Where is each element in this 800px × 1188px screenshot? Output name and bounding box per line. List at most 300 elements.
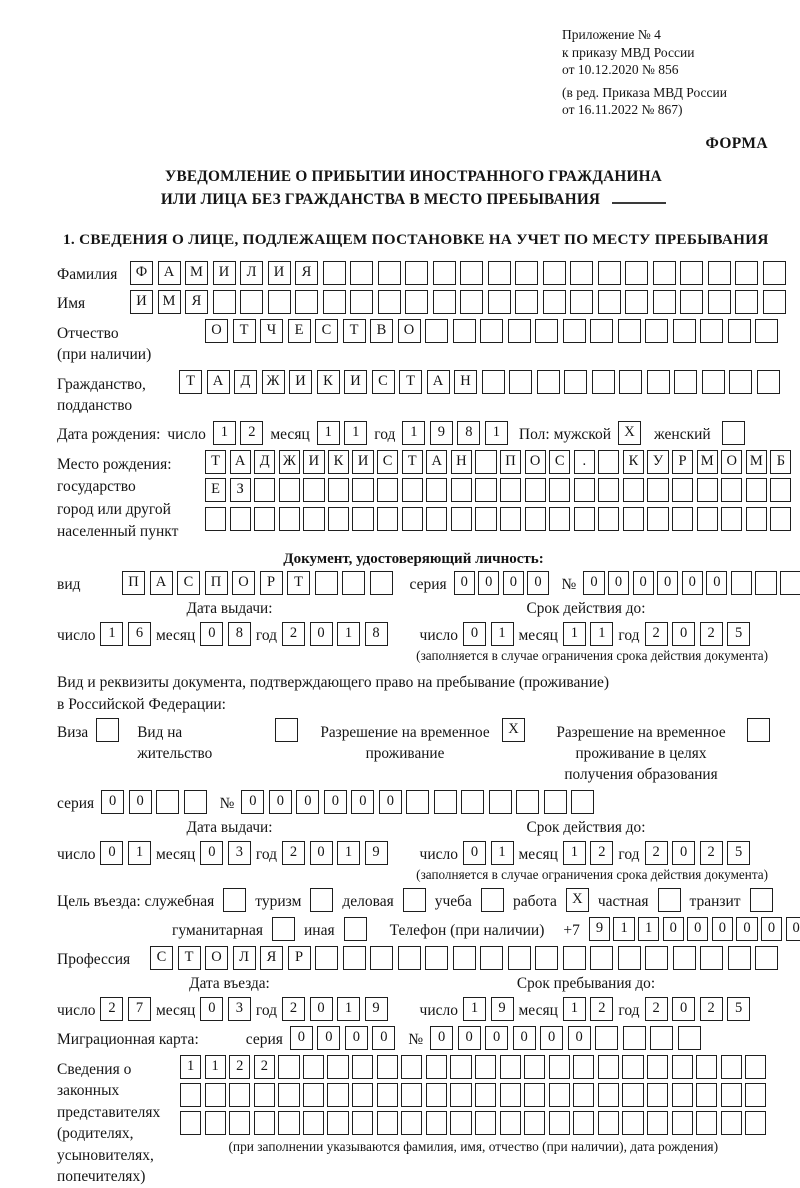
char-cell[interactable]: 0 bbox=[682, 571, 703, 595]
char-cell[interactable] bbox=[489, 790, 512, 814]
char-cell[interactable] bbox=[673, 946, 696, 970]
char-cell[interactable] bbox=[549, 507, 570, 531]
char-cell[interactable] bbox=[623, 507, 644, 531]
title-blank-line[interactable] bbox=[612, 190, 666, 204]
char-cell[interactable]: 1 bbox=[128, 841, 151, 865]
char-cell[interactable]: 0 bbox=[100, 841, 123, 865]
char-cell[interactable]: Т bbox=[399, 370, 422, 394]
char-cell[interactable]: 2 bbox=[240, 421, 263, 445]
char-cell[interactable]: Д bbox=[234, 370, 257, 394]
char-cell[interactable]: Т bbox=[179, 370, 202, 394]
char-cell[interactable] bbox=[618, 319, 641, 343]
char-cell[interactable]: Р bbox=[260, 571, 283, 595]
char-cell[interactable] bbox=[453, 319, 476, 343]
char-cell[interactable]: 0 bbox=[478, 571, 499, 595]
char-cell[interactable]: 0 bbox=[503, 571, 524, 595]
char-cell[interactable] bbox=[350, 290, 373, 314]
char-cell[interactable]: 1 bbox=[638, 917, 659, 941]
char-cell[interactable]: 2 bbox=[282, 841, 305, 865]
char-cell[interactable] bbox=[516, 790, 539, 814]
char-cell[interactable]: 8 bbox=[365, 622, 388, 646]
char-cell[interactable]: И bbox=[352, 450, 373, 474]
char-cell[interactable] bbox=[525, 478, 546, 502]
char-cell[interactable] bbox=[205, 1083, 226, 1107]
char-cell[interactable]: 0 bbox=[241, 790, 264, 814]
char-cell[interactable] bbox=[750, 888, 773, 912]
char-cell[interactable] bbox=[622, 1055, 643, 1079]
char-cell[interactable]: Ж bbox=[262, 370, 285, 394]
char-cell[interactable] bbox=[570, 261, 593, 285]
char-cell[interactable] bbox=[352, 507, 373, 531]
char-cell[interactable] bbox=[352, 478, 373, 502]
char-cell[interactable] bbox=[377, 1055, 398, 1079]
char-cell[interactable] bbox=[653, 261, 676, 285]
char-cell[interactable] bbox=[598, 1055, 619, 1079]
char-cell[interactable] bbox=[747, 718, 770, 742]
char-cell[interactable]: 1 bbox=[317, 421, 340, 445]
char-cell[interactable] bbox=[563, 319, 586, 343]
char-cell[interactable] bbox=[398, 946, 421, 970]
char-cell[interactable]: 0 bbox=[200, 997, 223, 1021]
char-cell[interactable] bbox=[488, 261, 511, 285]
char-cell[interactable] bbox=[598, 507, 619, 531]
char-cell[interactable] bbox=[524, 1083, 545, 1107]
char-cell[interactable]: 8 bbox=[228, 622, 251, 646]
char-cell[interactable] bbox=[598, 450, 619, 474]
char-cell[interactable] bbox=[573, 1083, 594, 1107]
char-cell[interactable] bbox=[573, 1111, 594, 1135]
char-cell[interactable]: 0 bbox=[583, 571, 604, 595]
char-cell[interactable]: О bbox=[205, 946, 228, 970]
char-cell[interactable]: 0 bbox=[379, 790, 402, 814]
char-cell[interactable] bbox=[475, 507, 496, 531]
char-cell[interactable] bbox=[230, 507, 251, 531]
char-cell[interactable]: 1 bbox=[180, 1055, 201, 1079]
char-cell[interactable]: И bbox=[130, 290, 153, 314]
char-cell[interactable] bbox=[537, 370, 560, 394]
char-cell[interactable] bbox=[402, 478, 423, 502]
char-cell[interactable] bbox=[342, 571, 365, 595]
char-cell[interactable] bbox=[425, 946, 448, 970]
char-cell[interactable] bbox=[598, 1111, 619, 1135]
char-cell[interactable] bbox=[475, 478, 496, 502]
char-cell[interactable] bbox=[377, 1111, 398, 1135]
char-cell[interactable]: К bbox=[317, 370, 340, 394]
char-cell[interactable]: А bbox=[427, 370, 450, 394]
char-cell[interactable] bbox=[645, 319, 668, 343]
char-cell[interactable] bbox=[401, 1083, 422, 1107]
char-cell[interactable] bbox=[721, 1083, 742, 1107]
char-cell[interactable] bbox=[647, 1111, 668, 1135]
char-cell[interactable] bbox=[592, 370, 615, 394]
char-cell[interactable]: 0 bbox=[310, 997, 333, 1021]
char-cell[interactable] bbox=[598, 1083, 619, 1107]
char-cell[interactable]: 0 bbox=[200, 622, 223, 646]
char-cell[interactable] bbox=[451, 507, 472, 531]
char-cell[interactable]: 0 bbox=[430, 1026, 453, 1050]
char-cell[interactable] bbox=[729, 370, 752, 394]
char-cell[interactable] bbox=[696, 1055, 717, 1079]
char-cell[interactable]: Ч bbox=[260, 319, 283, 343]
char-cell[interactable] bbox=[378, 290, 401, 314]
char-cell[interactable]: С bbox=[372, 370, 395, 394]
char-cell[interactable] bbox=[563, 946, 586, 970]
char-cell[interactable] bbox=[515, 290, 538, 314]
char-cell[interactable] bbox=[721, 507, 742, 531]
char-cell[interactable]: Я bbox=[260, 946, 283, 970]
char-cell[interactable] bbox=[722, 421, 745, 445]
char-cell[interactable] bbox=[279, 478, 300, 502]
char-cell[interactable] bbox=[543, 290, 566, 314]
char-cell[interactable]: 1 bbox=[563, 622, 586, 646]
char-cell[interactable] bbox=[508, 946, 531, 970]
char-cell[interactable] bbox=[509, 370, 532, 394]
char-cell[interactable]: 2 bbox=[229, 1055, 250, 1079]
char-cell[interactable] bbox=[647, 478, 668, 502]
char-cell[interactable] bbox=[328, 478, 349, 502]
char-cell[interactable]: 0 bbox=[672, 841, 695, 865]
char-cell[interactable] bbox=[315, 571, 338, 595]
char-cell[interactable] bbox=[653, 290, 676, 314]
char-cell[interactable]: 0 bbox=[290, 1026, 313, 1050]
char-cell[interactable]: 0 bbox=[310, 841, 333, 865]
char-cell[interactable]: . bbox=[574, 450, 595, 474]
char-cell[interactable] bbox=[524, 1055, 545, 1079]
char-cell[interactable] bbox=[303, 507, 324, 531]
char-cell[interactable]: 1 bbox=[563, 841, 586, 865]
char-cell[interactable]: 0 bbox=[672, 997, 695, 1021]
char-cell[interactable] bbox=[618, 946, 641, 970]
char-cell[interactable] bbox=[180, 1083, 201, 1107]
char-cell[interactable] bbox=[426, 1083, 447, 1107]
char-cell[interactable] bbox=[278, 1111, 299, 1135]
char-cell[interactable] bbox=[745, 1083, 766, 1107]
char-cell[interactable]: 0 bbox=[568, 1026, 591, 1050]
char-cell[interactable] bbox=[481, 888, 504, 912]
char-cell[interactable] bbox=[524, 1111, 545, 1135]
char-cell[interactable] bbox=[564, 370, 587, 394]
char-cell[interactable]: 2 bbox=[645, 997, 668, 1021]
char-cell[interactable]: С bbox=[549, 450, 570, 474]
char-cell[interactable]: X bbox=[618, 421, 641, 445]
char-cell[interactable] bbox=[500, 1055, 521, 1079]
char-cell[interactable]: С bbox=[315, 319, 338, 343]
char-cell[interactable] bbox=[674, 370, 697, 394]
char-cell[interactable] bbox=[327, 1055, 348, 1079]
char-cell[interactable] bbox=[623, 1026, 646, 1050]
char-cell[interactable] bbox=[327, 1083, 348, 1107]
char-cell[interactable] bbox=[475, 1083, 496, 1107]
char-cell[interactable]: А bbox=[207, 370, 230, 394]
char-cell[interactable] bbox=[696, 1083, 717, 1107]
char-cell[interactable]: 1 bbox=[213, 421, 236, 445]
char-cell[interactable] bbox=[755, 946, 778, 970]
char-cell[interactable] bbox=[205, 507, 226, 531]
char-cell[interactable]: И bbox=[268, 261, 291, 285]
char-cell[interactable]: 0 bbox=[513, 1026, 536, 1050]
char-cell[interactable]: 9 bbox=[589, 917, 610, 941]
char-cell[interactable] bbox=[672, 1111, 693, 1135]
char-cell[interactable]: 6 bbox=[128, 622, 151, 646]
char-cell[interactable] bbox=[344, 917, 367, 941]
char-cell[interactable] bbox=[731, 571, 752, 595]
char-cell[interactable] bbox=[303, 1055, 324, 1079]
char-cell[interactable] bbox=[275, 718, 298, 742]
char-cell[interactable]: 0 bbox=[657, 571, 678, 595]
char-cell[interactable] bbox=[745, 1055, 766, 1079]
char-cell[interactable]: 1 bbox=[337, 997, 360, 1021]
char-cell[interactable] bbox=[303, 1083, 324, 1107]
char-cell[interactable] bbox=[574, 507, 595, 531]
char-cell[interactable] bbox=[672, 507, 693, 531]
char-cell[interactable] bbox=[279, 507, 300, 531]
char-cell[interactable] bbox=[315, 946, 338, 970]
char-cell[interactable]: К bbox=[623, 450, 644, 474]
char-cell[interactable] bbox=[647, 1055, 668, 1079]
char-cell[interactable] bbox=[770, 507, 791, 531]
char-cell[interactable] bbox=[229, 1111, 250, 1135]
char-cell[interactable]: 0 bbox=[454, 571, 475, 595]
char-cell[interactable] bbox=[475, 1055, 496, 1079]
char-cell[interactable] bbox=[735, 290, 758, 314]
char-cell[interactable]: 1 bbox=[485, 421, 508, 445]
char-cell[interactable] bbox=[352, 1055, 373, 1079]
char-cell[interactable] bbox=[622, 1111, 643, 1135]
char-cell[interactable]: 0 bbox=[786, 917, 800, 941]
char-cell[interactable] bbox=[535, 946, 558, 970]
char-cell[interactable]: П bbox=[500, 450, 521, 474]
char-cell[interactable] bbox=[377, 478, 398, 502]
char-cell[interactable]: С bbox=[377, 450, 398, 474]
char-cell[interactable]: 0 bbox=[317, 1026, 340, 1050]
char-cell[interactable]: 0 bbox=[372, 1026, 395, 1050]
char-cell[interactable]: Д bbox=[254, 450, 275, 474]
char-cell[interactable] bbox=[213, 290, 236, 314]
char-cell[interactable] bbox=[480, 319, 503, 343]
char-cell[interactable] bbox=[619, 370, 642, 394]
char-cell[interactable]: 2 bbox=[700, 997, 723, 1021]
char-cell[interactable]: А bbox=[230, 450, 251, 474]
char-cell[interactable] bbox=[323, 290, 346, 314]
char-cell[interactable]: 2 bbox=[590, 997, 613, 1021]
char-cell[interactable]: М bbox=[746, 450, 767, 474]
char-cell[interactable]: 3 bbox=[228, 997, 251, 1021]
char-cell[interactable] bbox=[370, 571, 393, 595]
char-cell[interactable] bbox=[229, 1083, 250, 1107]
char-cell[interactable] bbox=[377, 1083, 398, 1107]
char-cell[interactable] bbox=[746, 478, 767, 502]
char-cell[interactable] bbox=[515, 261, 538, 285]
char-cell[interactable] bbox=[700, 946, 723, 970]
char-cell[interactable]: О bbox=[398, 319, 421, 343]
char-cell[interactable] bbox=[678, 1026, 701, 1050]
char-cell[interactable]: 2 bbox=[645, 622, 668, 646]
char-cell[interactable] bbox=[475, 1111, 496, 1135]
char-cell[interactable] bbox=[475, 450, 496, 474]
char-cell[interactable] bbox=[205, 1111, 226, 1135]
char-cell[interactable] bbox=[625, 290, 648, 314]
char-cell[interactable]: Н bbox=[454, 370, 477, 394]
char-cell[interactable]: Т bbox=[343, 319, 366, 343]
char-cell[interactable] bbox=[549, 1055, 570, 1079]
char-cell[interactable] bbox=[488, 290, 511, 314]
char-cell[interactable]: З bbox=[230, 478, 251, 502]
char-cell[interactable] bbox=[647, 507, 668, 531]
char-cell[interactable] bbox=[728, 946, 751, 970]
char-cell[interactable]: О bbox=[205, 319, 228, 343]
char-cell[interactable] bbox=[708, 290, 731, 314]
char-cell[interactable] bbox=[328, 507, 349, 531]
char-cell[interactable] bbox=[278, 1055, 299, 1079]
char-cell[interactable]: 2 bbox=[590, 841, 613, 865]
char-cell[interactable] bbox=[672, 1083, 693, 1107]
char-cell[interactable] bbox=[426, 1111, 447, 1135]
char-cell[interactable] bbox=[508, 319, 531, 343]
char-cell[interactable] bbox=[544, 790, 567, 814]
char-cell[interactable] bbox=[622, 1083, 643, 1107]
char-cell[interactable] bbox=[378, 261, 401, 285]
char-cell[interactable] bbox=[543, 261, 566, 285]
char-cell[interactable] bbox=[549, 1111, 570, 1135]
char-cell[interactable] bbox=[598, 290, 621, 314]
char-cell[interactable]: 0 bbox=[633, 571, 654, 595]
char-cell[interactable]: У bbox=[647, 450, 668, 474]
char-cell[interactable] bbox=[525, 507, 546, 531]
char-cell[interactable] bbox=[303, 478, 324, 502]
char-cell[interactable]: X bbox=[566, 888, 589, 912]
char-cell[interactable]: 1 bbox=[344, 421, 367, 445]
char-cell[interactable] bbox=[571, 790, 594, 814]
char-cell[interactable]: 9 bbox=[365, 997, 388, 1021]
char-cell[interactable] bbox=[482, 370, 505, 394]
char-cell[interactable] bbox=[426, 478, 447, 502]
char-cell[interactable] bbox=[570, 290, 593, 314]
char-cell[interactable] bbox=[728, 319, 751, 343]
char-cell[interactable] bbox=[278, 1083, 299, 1107]
char-cell[interactable] bbox=[755, 571, 776, 595]
char-cell[interactable]: Р bbox=[288, 946, 311, 970]
char-cell[interactable]: 5 bbox=[727, 841, 750, 865]
char-cell[interactable]: 0 bbox=[463, 841, 486, 865]
char-cell[interactable] bbox=[721, 1055, 742, 1079]
char-cell[interactable]: 2 bbox=[100, 997, 123, 1021]
char-cell[interactable] bbox=[254, 1111, 275, 1135]
char-cell[interactable]: 9 bbox=[430, 421, 453, 445]
char-cell[interactable]: 9 bbox=[491, 997, 514, 1021]
char-cell[interactable]: 5 bbox=[727, 622, 750, 646]
char-cell[interactable]: Л bbox=[240, 261, 263, 285]
char-cell[interactable]: С bbox=[177, 571, 200, 595]
char-cell[interactable]: 0 bbox=[345, 1026, 368, 1050]
char-cell[interactable]: 0 bbox=[687, 917, 708, 941]
char-cell[interactable]: М bbox=[185, 261, 208, 285]
char-cell[interactable] bbox=[590, 319, 613, 343]
char-cell[interactable] bbox=[405, 290, 428, 314]
char-cell[interactable]: 0 bbox=[712, 917, 733, 941]
char-cell[interactable] bbox=[240, 290, 263, 314]
char-cell[interactable] bbox=[647, 1083, 668, 1107]
char-cell[interactable] bbox=[623, 478, 644, 502]
char-cell[interactable] bbox=[450, 1111, 471, 1135]
char-cell[interactable] bbox=[746, 507, 767, 531]
char-cell[interactable] bbox=[254, 507, 275, 531]
char-cell[interactable] bbox=[650, 1026, 673, 1050]
char-cell[interactable] bbox=[295, 290, 318, 314]
char-cell[interactable]: 0 bbox=[485, 1026, 508, 1050]
char-cell[interactable] bbox=[401, 1055, 422, 1079]
char-cell[interactable] bbox=[460, 261, 483, 285]
char-cell[interactable]: 7 bbox=[128, 997, 151, 1021]
char-cell[interactable]: 2 bbox=[254, 1055, 275, 1079]
char-cell[interactable]: 0 bbox=[200, 841, 223, 865]
char-cell[interactable] bbox=[272, 917, 295, 941]
char-cell[interactable] bbox=[425, 319, 448, 343]
char-cell[interactable] bbox=[405, 261, 428, 285]
char-cell[interactable] bbox=[672, 478, 693, 502]
char-cell[interactable] bbox=[96, 718, 119, 742]
char-cell[interactable] bbox=[434, 790, 457, 814]
char-cell[interactable] bbox=[426, 1055, 447, 1079]
char-cell[interactable]: 3 bbox=[228, 841, 251, 865]
char-cell[interactable] bbox=[461, 790, 484, 814]
char-cell[interactable]: 0 bbox=[324, 790, 347, 814]
char-cell[interactable] bbox=[352, 1111, 373, 1135]
char-cell[interactable]: М bbox=[158, 290, 181, 314]
char-cell[interactable]: Л bbox=[233, 946, 256, 970]
char-cell[interactable] bbox=[697, 478, 718, 502]
char-cell[interactable] bbox=[268, 290, 291, 314]
char-cell[interactable] bbox=[184, 790, 207, 814]
char-cell[interactable]: 0 bbox=[608, 571, 629, 595]
char-cell[interactable]: Т bbox=[402, 450, 423, 474]
char-cell[interactable] bbox=[352, 1083, 373, 1107]
char-cell[interactable] bbox=[403, 888, 426, 912]
char-cell[interactable]: 0 bbox=[736, 917, 757, 941]
char-cell[interactable]: 1 bbox=[491, 841, 514, 865]
char-cell[interactable] bbox=[303, 1111, 324, 1135]
char-cell[interactable] bbox=[343, 946, 366, 970]
char-cell[interactable]: 2 bbox=[700, 841, 723, 865]
char-cell[interactable]: Я bbox=[185, 290, 208, 314]
char-cell[interactable]: 0 bbox=[672, 622, 695, 646]
char-cell[interactable]: 1 bbox=[613, 917, 634, 941]
char-cell[interactable] bbox=[755, 319, 778, 343]
char-cell[interactable]: 1 bbox=[563, 997, 586, 1021]
char-cell[interactable] bbox=[549, 478, 570, 502]
char-cell[interactable]: Т bbox=[233, 319, 256, 343]
char-cell[interactable]: Н bbox=[451, 450, 472, 474]
char-cell[interactable]: 2 bbox=[700, 622, 723, 646]
char-cell[interactable]: 2 bbox=[645, 841, 668, 865]
char-cell[interactable] bbox=[402, 507, 423, 531]
char-cell[interactable]: 0 bbox=[458, 1026, 481, 1050]
char-cell[interactable] bbox=[433, 261, 456, 285]
char-cell[interactable]: 0 bbox=[296, 790, 319, 814]
char-cell[interactable]: И bbox=[289, 370, 312, 394]
char-cell[interactable]: 5 bbox=[727, 997, 750, 1021]
char-cell[interactable] bbox=[770, 478, 791, 502]
char-cell[interactable] bbox=[310, 888, 333, 912]
char-cell[interactable]: О bbox=[721, 450, 742, 474]
char-cell[interactable] bbox=[721, 1111, 742, 1135]
char-cell[interactable]: 1 bbox=[463, 997, 486, 1021]
char-cell[interactable] bbox=[223, 888, 246, 912]
char-cell[interactable] bbox=[573, 1055, 594, 1079]
char-cell[interactable] bbox=[658, 888, 681, 912]
char-cell[interactable] bbox=[595, 1026, 618, 1050]
char-cell[interactable] bbox=[500, 507, 521, 531]
char-cell[interactable] bbox=[450, 1083, 471, 1107]
